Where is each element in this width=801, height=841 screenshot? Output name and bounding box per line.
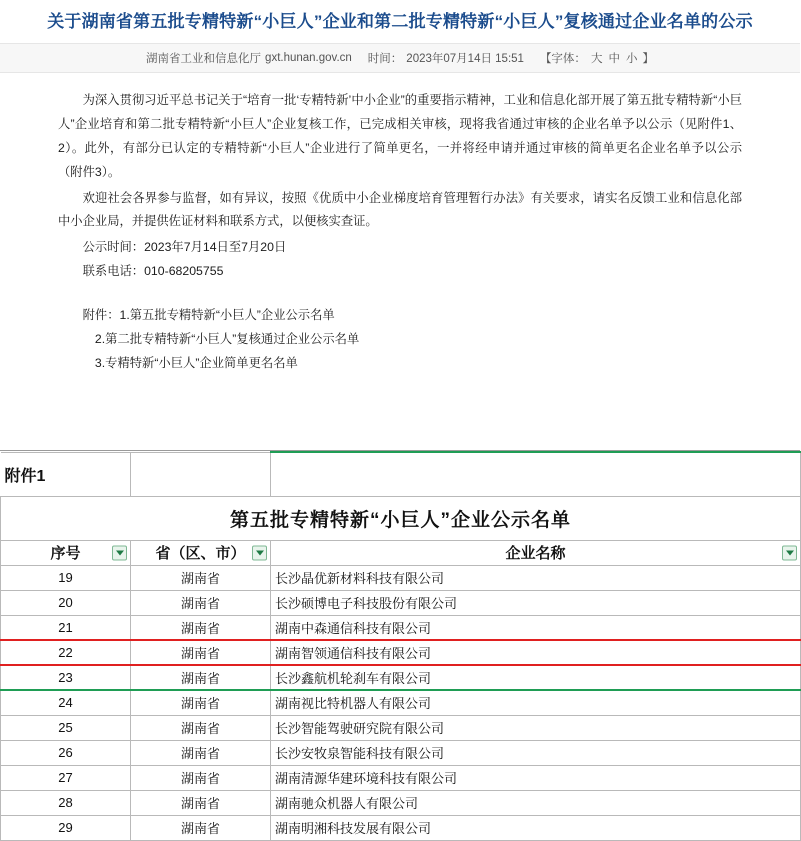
filter-dropdown-icon[interactable] <box>112 545 127 560</box>
cell-province[interactable]: 湖南省 <box>131 590 271 615</box>
filter-dropdown-icon[interactable] <box>252 545 267 560</box>
column-header-no-label: 序号 <box>50 545 81 562</box>
cell-row-number[interactable]: 26 <box>1 740 131 765</box>
cell-province[interactable]: 湖南省 <box>131 765 271 790</box>
table-row[interactable] <box>1 765 801 790</box>
sheet-title-row <box>1 496 801 540</box>
table-row[interactable] <box>1 665 801 690</box>
table-header-row <box>1 540 801 565</box>
source-site: gxt.hunan.gov.cn <box>265 51 352 64</box>
attachment-label: 附件1 <box>1 452 131 496</box>
column-header-no <box>1 540 131 565</box>
cell-row-number[interactable]: 28 <box>1 790 131 815</box>
cell-company-name[interactable]: 长沙鑫航机轮刹车有限公司 <box>271 665 801 690</box>
paragraph-1: 为深入贯彻习近平总书记关于“培育一批‘专精特新’中小企业”的重要指示精神，工业和信息化部开展了第五批专精特新“小巨人”企业培育和第二批专精特新“小巨人”企业复核工作，已完成相关审核，现将我省通过审核的企业名单予以公示（见附件1、2）。此外，有部分已认定的专精特新“小巨人”企业进行了简单更名，一并将经申请并通过审核的简单更名企业名单予以公示（附件3）。 <box>58 92 742 179</box>
cell-province[interactable]: 湖南省 <box>131 665 271 690</box>
page-title: 关于湖南省第五批专精特新“小巨人”企业和第二批专精特新“小巨人”复核通过企业名单的公示 <box>47 12 753 31</box>
cell-company-name[interactable]: 长沙安牧泉智能科技有限公司 <box>271 740 801 765</box>
cell-province[interactable]: 湖南省 <box>131 740 271 765</box>
cell-row-number[interactable]: 29 <box>1 815 131 840</box>
fontsize-label: 【字体： <box>539 52 586 65</box>
column-header-company <box>271 540 801 565</box>
cell-province[interactable]: 湖南省 <box>131 815 271 840</box>
attachment-item-2[interactable]: 2.第二批专精特新“小巨人”复核通过企业公示名单 <box>94 332 360 347</box>
table-row[interactable] <box>1 590 801 615</box>
cell-row-number[interactable]: 23 <box>1 665 131 690</box>
cell-row-number[interactable]: 24 <box>1 690 131 715</box>
cell-company-name[interactable]: 湖南清源华建环境科技有限公司 <box>271 765 801 790</box>
cell-row-number[interactable]: 20 <box>1 590 131 615</box>
cell-company-name[interactable]: 长沙晶优新材料科技有限公司 <box>271 565 801 590</box>
spreadsheet-area <box>0 450 800 836</box>
cell-province[interactable]: 湖南省 <box>131 615 271 640</box>
filter-dropdown-icon[interactable] <box>782 545 797 560</box>
attachment-item-1[interactable]: 附件：1.第五批专精特新“小巨人”企业公示名单 <box>82 308 335 323</box>
cell-province[interactable]: 湖南省 <box>131 715 271 740</box>
fontsize-bracket-close: 】 <box>642 52 654 65</box>
attachment-header-row <box>1 452 801 496</box>
cell-row-number[interactable]: 25 <box>1 715 131 740</box>
column-header-province-label: 省（区、市） <box>155 545 246 562</box>
cell-company-name[interactable]: 湖南中森通信科技有限公司 <box>271 615 801 640</box>
cell-company-name[interactable]: 长沙智能驾驶研究院有限公司 <box>271 715 801 740</box>
paragraph-2: 欢迎社会各界参与监督，如有异议，按照《优质中小企业梯度培育管理暂行办法》有关要求，请实名反馈工业和信息化部中小企业局，并提供佐证材料和联系方式，以便核实查证。 <box>58 190 742 229</box>
notice-period: 公示时间：2023年7月14日至7月20日 <box>82 240 287 255</box>
attachment-list <box>58 304 742 376</box>
cell-province[interactable]: 湖南省 <box>131 690 271 715</box>
article-body <box>0 73 800 494</box>
time-value: 2023年07月14日 15:51 <box>406 52 524 65</box>
fontsize-medium-button[interactable]: 中 <box>608 52 620 65</box>
cell-row-number[interactable]: 27 <box>1 765 131 790</box>
cell-company-name[interactable]: 长沙硕博电子科技股份有限公司 <box>271 590 801 615</box>
cell-province[interactable]: 湖南省 <box>131 790 271 815</box>
cell-province[interactable]: 湖南省 <box>131 565 271 590</box>
article-meta-bar <box>0 43 800 73</box>
attachment-item-3[interactable]: 3.专精特新“小巨人”企业简单更名名单 <box>94 356 298 371</box>
table-body <box>1 565 801 840</box>
fontsize-large-button[interactable]: 大 <box>590 52 603 65</box>
cell-company-name[interactable]: 湖南驰众机器人有限公司 <box>271 790 801 815</box>
company-list-table <box>0 451 801 841</box>
table-row[interactable] <box>1 565 801 590</box>
cell-province[interactable]: 湖南省 <box>131 640 271 665</box>
source-label: 湖南省工业和信息化厅 <box>146 52 262 65</box>
column-header-province <box>131 540 271 565</box>
table-row[interactable] <box>1 790 801 815</box>
attachment-selected-cell[interactable] <box>271 452 801 496</box>
table-row[interactable] <box>1 690 801 715</box>
fontsize-small-button[interactable]: 小 <box>625 52 638 65</box>
cell-row-number[interactable]: 19 <box>1 565 131 590</box>
cell-company-name[interactable]: 湖南明湘科技发展有限公司 <box>271 815 801 840</box>
table-row[interactable] <box>1 715 801 740</box>
cell-company-name[interactable]: 湖南智领通信科技有限公司 <box>271 640 801 665</box>
table-row[interactable] <box>1 640 801 665</box>
cell-row-number[interactable]: 22 <box>1 640 131 665</box>
sheet-title: 第五批专精特新“小巨人”企业公示名单 <box>1 496 801 540</box>
column-header-company-label: 企业名称 <box>505 545 566 562</box>
table-row[interactable] <box>1 740 801 765</box>
contact-phone: 联系电话：010-68205755 <box>82 264 224 279</box>
table-row[interactable] <box>1 615 801 640</box>
cell-company-name[interactable]: 湖南视比特机器人有限公司 <box>271 690 801 715</box>
time-label: 时间： <box>367 52 403 65</box>
attachment-blank-cell <box>131 452 271 496</box>
table-row[interactable] <box>1 815 801 840</box>
cell-row-number[interactable]: 21 <box>1 615 131 640</box>
